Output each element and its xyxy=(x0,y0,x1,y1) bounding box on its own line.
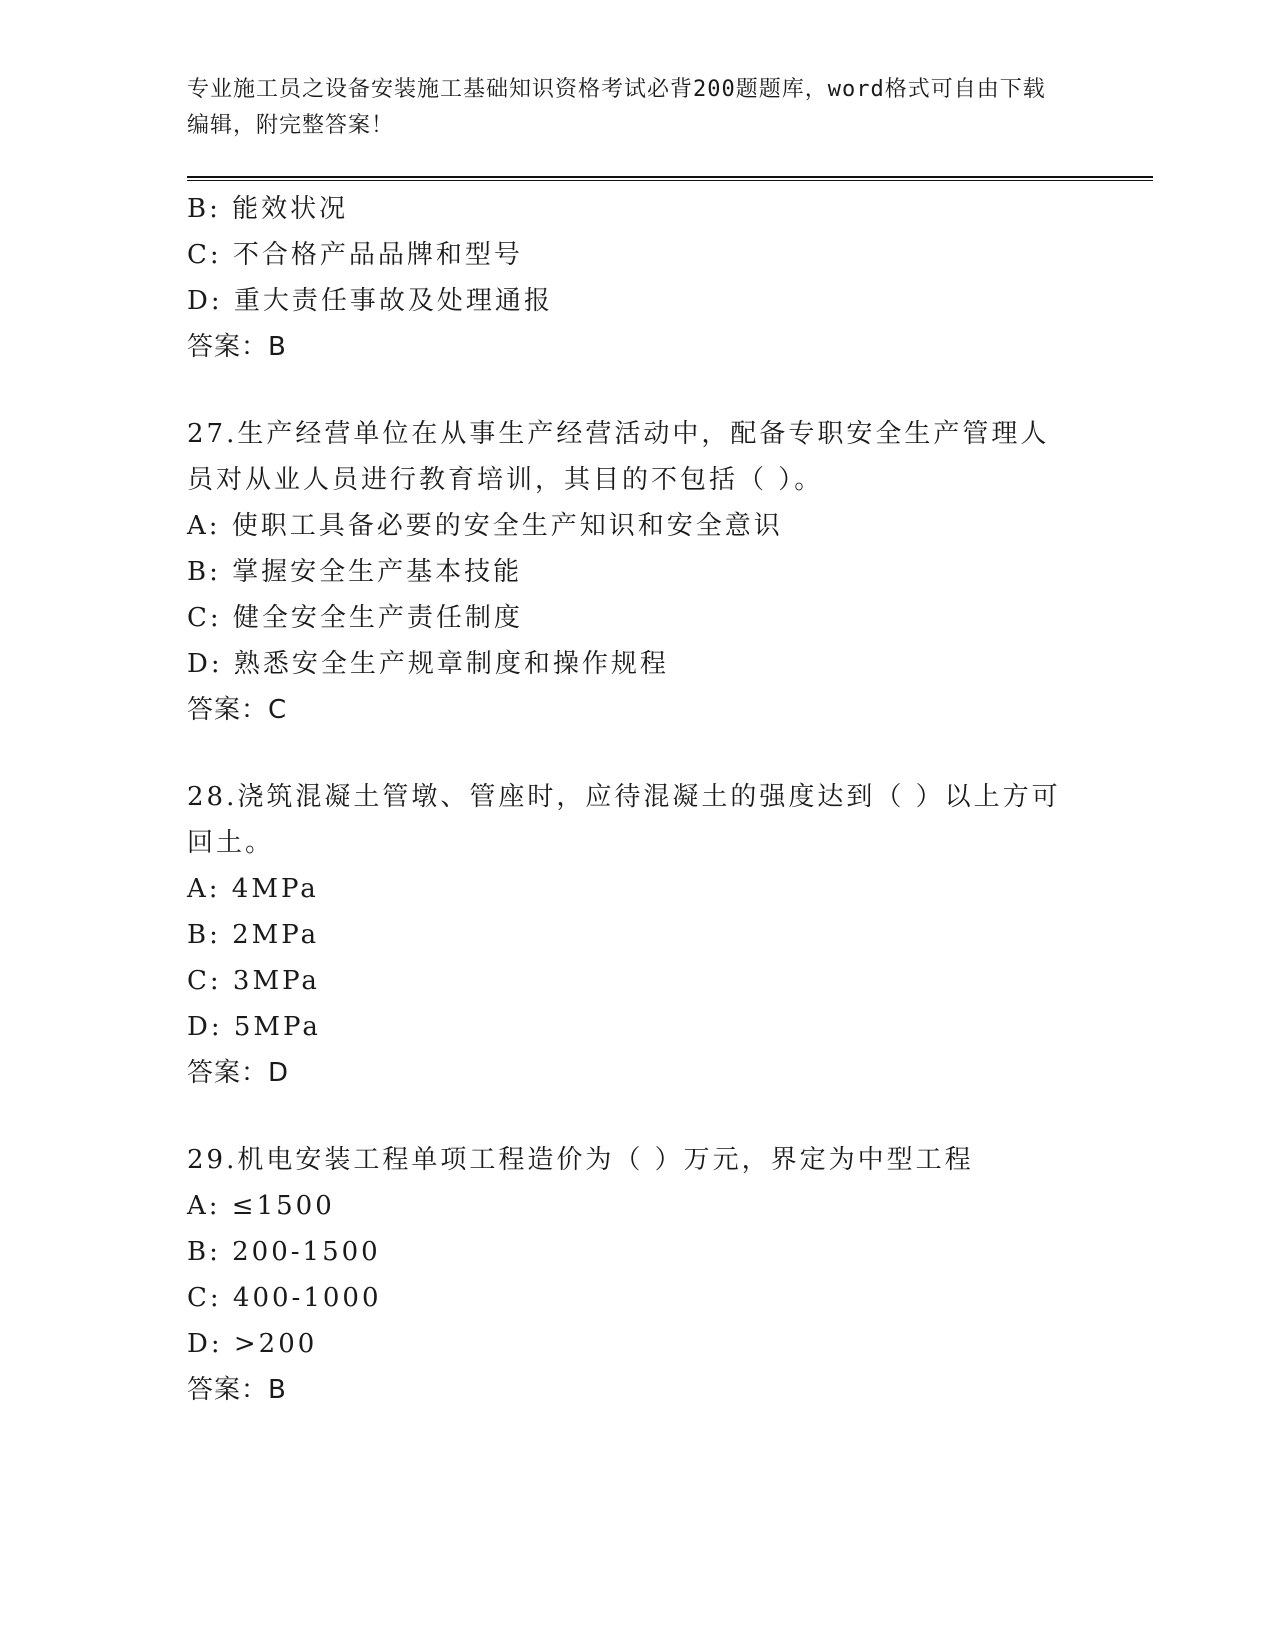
option-c: C: 健全安全生产责任制度 xyxy=(187,603,523,633)
option-b: B: 掌握安全生产基本技能 xyxy=(187,557,523,587)
question-content xyxy=(187,186,1087,1413)
option-d: D: 重大责任事故及处理通报 xyxy=(187,286,553,316)
option-b: B: 能效状况 xyxy=(187,194,349,224)
question-27 xyxy=(187,411,1087,733)
option-a: A: 4MPa xyxy=(187,874,319,904)
option-d: D: 5MPa xyxy=(187,1012,321,1042)
option-d: D: 熟悉安全生产规章制度和操作规程 xyxy=(187,649,669,679)
option-d: D: >200 xyxy=(187,1329,318,1359)
answer-line: 答案：B xyxy=(187,332,287,362)
question-stem: 29.机电安装工程单项工程造价为（ ）万元，界定为中型工程 xyxy=(187,1145,974,1175)
option-c: C: 不合格产品品牌和型号 xyxy=(187,240,523,270)
option-a: A: ≤1500 xyxy=(187,1191,335,1221)
document-header: 专业施工员之设备安装施工基础知识资格考试必背200题题库，word格式可自由下载编辑，附完整答案！ xyxy=(187,77,1046,138)
option-c: C: 400-1000 xyxy=(187,1283,382,1313)
option-b: B: 200-1500 xyxy=(187,1237,381,1267)
question-29 xyxy=(187,1137,1087,1413)
header-divider xyxy=(187,176,1153,181)
option-b: B: 2MPa xyxy=(187,920,320,950)
question-stem: 28.浇筑混凝土管墩、管座时，应待混凝土的强度达到（ ）以上方可回土。 xyxy=(187,782,1061,858)
question-28 xyxy=(187,774,1087,1096)
option-c: C: 3MPa xyxy=(187,966,320,996)
answer-line: 答案：D xyxy=(187,1058,290,1088)
option-a: A: 使职工具备必要的安全生产知识和安全意识 xyxy=(187,511,783,541)
answer-line: 答案：C xyxy=(187,695,288,725)
previous-question-tail xyxy=(187,186,1087,370)
question-stem: 27.生产经营单位在从事生产经营活动中，配备专职安全生产管理人员对从业人员进行教育培训，其目的不包括（ ）。 xyxy=(187,419,1050,495)
answer-line: 答案：B xyxy=(187,1375,287,1405)
